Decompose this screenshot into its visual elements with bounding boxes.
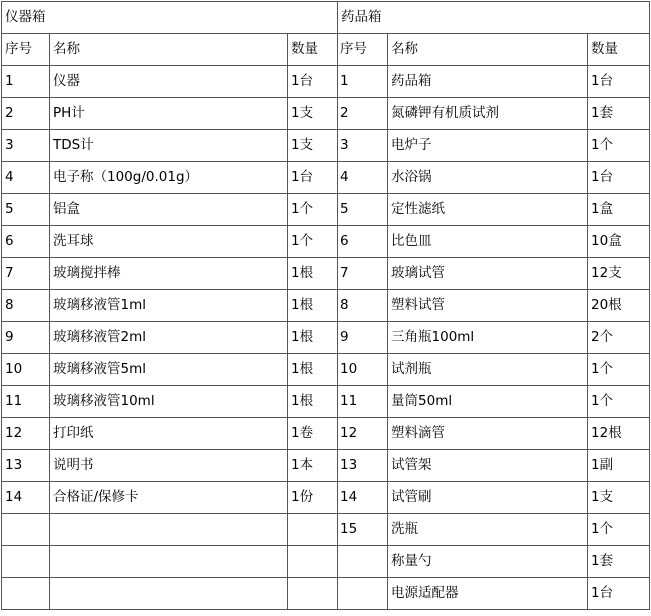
- left-qty-cell: 1卷: [288, 418, 338, 450]
- section-title-instruments: 仪器箱: [2, 2, 338, 34]
- left-qty-cell: 1份: [288, 482, 338, 514]
- right-no-cell: 9: [338, 322, 388, 354]
- left-name-cell: 合格证/保修卡: [50, 482, 288, 514]
- table-row: [2, 194, 650, 226]
- right-name-cell: 电源适配器: [388, 578, 588, 610]
- header-left-qty: 数量: [288, 34, 338, 66]
- left-no-cell: 2: [2, 98, 50, 130]
- right-qty-cell: 1个: [588, 354, 650, 386]
- left-qty-cell: 1本: [288, 450, 338, 482]
- left-no-cell: 13: [2, 450, 50, 482]
- table-row: [2, 290, 650, 322]
- left-no-cell: 4: [2, 162, 50, 194]
- right-no-cell: 13: [338, 450, 388, 482]
- left-name-cell: [50, 546, 288, 578]
- right-qty-cell: 12根: [588, 418, 650, 450]
- left-no-cell: 14: [2, 482, 50, 514]
- header-left-name: 名称: [50, 34, 288, 66]
- right-name-cell: 比色皿: [388, 226, 588, 258]
- right-name-cell: 三角瓶100ml: [388, 322, 588, 354]
- right-name-cell: 试管架: [388, 450, 588, 482]
- left-no-cell: 5: [2, 194, 50, 226]
- right-no-cell: 14: [338, 482, 388, 514]
- right-name-cell: 水浴锅: [388, 162, 588, 194]
- table-row: [2, 130, 650, 162]
- right-no-cell: 5: [338, 194, 388, 226]
- table-row: [2, 162, 650, 194]
- table-row: [2, 578, 650, 610]
- right-no-cell: 11: [338, 386, 388, 418]
- right-qty-cell: 1台: [588, 578, 650, 610]
- right-name-cell: 氮磷钾有机质试剂: [388, 98, 588, 130]
- left-name-cell: 仪器: [50, 66, 288, 98]
- left-qty-cell: [288, 578, 338, 610]
- left-name-cell: 电子称（100g/0.01g）: [50, 162, 288, 194]
- left-name-cell: 玻璃搅拌棒: [50, 258, 288, 290]
- table-row: [2, 418, 650, 450]
- right-name-cell: 电炉子: [388, 130, 588, 162]
- left-qty-cell: 1支: [288, 98, 338, 130]
- right-qty-cell: 1盒: [588, 194, 650, 226]
- right-qty-cell: 20根: [588, 290, 650, 322]
- left-no-cell: [2, 546, 50, 578]
- right-name-cell: 试管刷: [388, 482, 588, 514]
- right-qty-cell: 10盒: [588, 226, 650, 258]
- left-qty-cell: [288, 514, 338, 546]
- table-row: [2, 354, 650, 386]
- right-no-cell: 2: [338, 98, 388, 130]
- right-no-cell: 6: [338, 226, 388, 258]
- left-no-cell: 10: [2, 354, 50, 386]
- right-no-cell: 1: [338, 66, 388, 98]
- left-name-cell: TDS计: [50, 130, 288, 162]
- right-qty-cell: 2个: [588, 322, 650, 354]
- left-qty-cell: 1根: [288, 322, 338, 354]
- left-qty-cell: [288, 546, 338, 578]
- left-qty-cell: 1个: [288, 226, 338, 258]
- right-no-cell: 8: [338, 290, 388, 322]
- left-no-cell: 3: [2, 130, 50, 162]
- left-no-cell: 1: [2, 66, 50, 98]
- right-no-cell: 10: [338, 354, 388, 386]
- right-name-cell: 试剂瓶: [388, 354, 588, 386]
- left-name-cell: 打印纸: [50, 418, 288, 450]
- left-name-cell: 玻璃移液管1ml: [50, 290, 288, 322]
- header-right-no: 序号: [338, 34, 388, 66]
- right-name-cell: 定性滤纸: [388, 194, 588, 226]
- right-qty-cell: 1个: [588, 130, 650, 162]
- left-no-cell: [2, 578, 50, 610]
- right-no-cell: 12: [338, 418, 388, 450]
- right-qty-cell: 1副: [588, 450, 650, 482]
- right-qty-cell: 1台: [588, 162, 650, 194]
- right-no-cell: 15: [338, 514, 388, 546]
- equipment-list-sheet: [1, 1, 650, 610]
- left-name-cell: [50, 514, 288, 546]
- left-qty-cell: 1根: [288, 290, 338, 322]
- section-title-reagents: 药品箱: [338, 2, 650, 34]
- table-row: [2, 98, 650, 130]
- left-qty-cell: 1根: [288, 386, 338, 418]
- table-row: [2, 258, 650, 290]
- left-qty-cell: 1支: [288, 130, 338, 162]
- left-name-cell: PH计: [50, 98, 288, 130]
- right-no-cell: 4: [338, 162, 388, 194]
- table-body: [2, 2, 650, 610]
- right-no-cell: [338, 546, 388, 578]
- right-name-cell: 玻璃试管: [388, 258, 588, 290]
- right-qty-cell: 1个: [588, 514, 650, 546]
- left-no-cell: 11: [2, 386, 50, 418]
- right-name-cell: 塑料滴管: [388, 418, 588, 450]
- right-qty-cell: 1台: [588, 66, 650, 98]
- left-no-cell: 6: [2, 226, 50, 258]
- right-name-cell: 塑料试管: [388, 290, 588, 322]
- left-name-cell: 玻璃移液管5ml: [50, 354, 288, 386]
- left-qty-cell: 1台: [288, 66, 338, 98]
- header-left-no: 序号: [2, 34, 50, 66]
- left-name-cell: 说明书: [50, 450, 288, 482]
- table-row: [2, 514, 650, 546]
- table-row: [2, 226, 650, 258]
- table-row: [2, 322, 650, 354]
- left-qty-cell: 1根: [288, 354, 338, 386]
- right-name-cell: 药品箱: [388, 66, 588, 98]
- right-name-cell: 量筒50ml: [388, 386, 588, 418]
- right-no-cell: [338, 578, 388, 610]
- left-no-cell: 8: [2, 290, 50, 322]
- section-title-row: [2, 2, 650, 34]
- right-no-cell: 3: [338, 130, 388, 162]
- left-qty-cell: 1根: [288, 258, 338, 290]
- left-no-cell: [2, 514, 50, 546]
- left-name-cell: 玻璃移液管2ml: [50, 322, 288, 354]
- left-qty-cell: 1个: [288, 194, 338, 226]
- left-name-cell: [50, 578, 288, 610]
- left-no-cell: 12: [2, 418, 50, 450]
- left-no-cell: 7: [2, 258, 50, 290]
- left-name-cell: 洗耳球: [50, 226, 288, 258]
- left-qty-cell: 1台: [288, 162, 338, 194]
- right-qty-cell: 12支: [588, 258, 650, 290]
- right-no-cell: 7: [338, 258, 388, 290]
- right-name-cell: 洗瓶: [388, 514, 588, 546]
- equipment-table: [1, 1, 650, 610]
- left-no-cell: 9: [2, 322, 50, 354]
- header-right-qty: 数量: [588, 34, 650, 66]
- right-qty-cell: 1套: [588, 546, 650, 578]
- right-qty-cell: 1支: [588, 482, 650, 514]
- table-row: [2, 66, 650, 98]
- table-row: [2, 450, 650, 482]
- left-name-cell: 玻璃移液管10ml: [50, 386, 288, 418]
- right-name-cell: 称量勺: [388, 546, 588, 578]
- table-row: [2, 386, 650, 418]
- right-qty-cell: 1套: [588, 98, 650, 130]
- left-name-cell: 铝盒: [50, 194, 288, 226]
- table-row: [2, 546, 650, 578]
- column-header-row: [2, 34, 650, 66]
- right-qty-cell: 1个: [588, 386, 650, 418]
- header-right-name: 名称: [388, 34, 588, 66]
- table-row: [2, 482, 650, 514]
